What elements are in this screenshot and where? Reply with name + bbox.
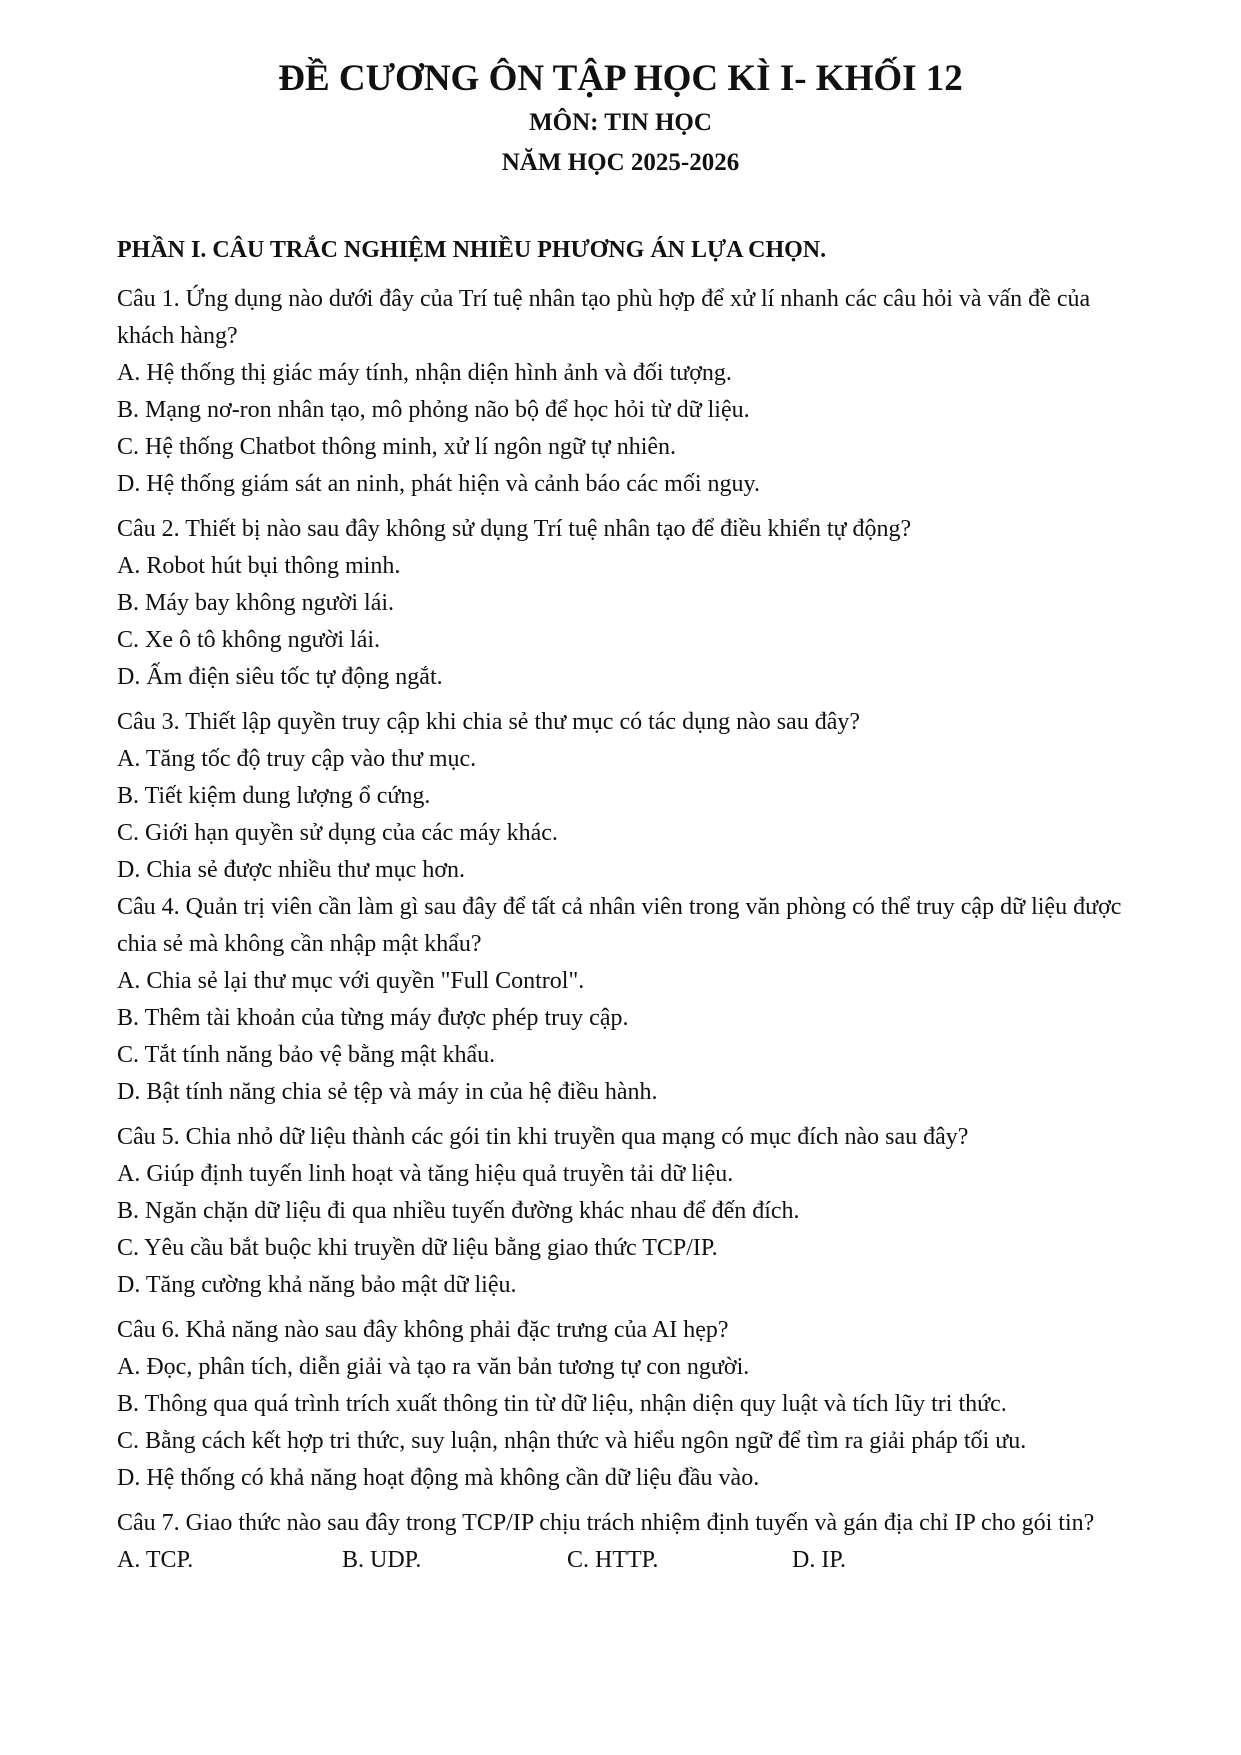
question-text: Câu 3. Thiết lập quyền truy cập khi chia sẻ thư mục có tác dụng nào sau đây? [117,709,861,735]
option-b: B. Máy bay không người lái. [117,590,395,616]
question-6 [117,1312,1147,1497]
section-title: PHẦN I. CÂU TRẮC NGHIỆM NHIỀU PHƯƠNG ÁN LỰA CHỌN. [117,237,827,263]
question-text: Câu 4. Quản trị viên cần làm gì sau đây để tất cả nhân viên trong văn phòng có thể truy cập dữ liệu được chia sẻ mà không cần nhập mật khẩu? [117,894,1122,957]
question-3 [117,704,1147,889]
option-a: A. Giúp định tuyến linh hoạt và tăng hiệu quả truyền tải dữ liệu. [117,1161,734,1187]
question-5 [117,1119,1147,1304]
option-a: A. Chia sẻ lại thư mục với quyền "Full Control". [117,968,585,994]
question-7 [117,1505,1147,1579]
option-b: B. Mạng nơ-ron nhân tạo, mô phỏng não bộ để học hỏi từ dữ liệu. [117,397,750,423]
option-b: B. Thông qua quá trình trích xuất thông tin từ dữ liệu, nhận diện quy luật và tích lũy tri thức. [117,1391,1007,1417]
document-title: ĐỀ CƯƠNG ÔN TẬP HỌC KÌ I- KHỐI 12 [278,58,963,99]
document-subject: MÔN: TIN HỌC [529,109,712,136]
question-text: Câu 1. Ứng dụng nào dưới đây của Trí tuệ nhân tạo phù hợp để xử lí nhanh các câu hỏi và vấn đề của khách hàng? [117,286,1091,349]
school-year: NĂM HỌC 2025-2026 [501,149,740,176]
option-c: C. Xe ô tô không người lái. [117,627,381,653]
option-a: A. TCP. [117,1547,194,1573]
options-row [117,1542,1147,1579]
option-b: B. Ngăn chặn dữ liệu đi qua nhiều tuyến đường khác nhau để đến đích. [117,1198,800,1224]
option-a: A. Tăng tốc độ truy cập vào thư mục. [117,746,477,772]
option-b: B. Thêm tài khoản của từng máy được phép truy cập. [117,1005,629,1031]
option-d: D. Hệ thống giám sát an ninh, phát hiện và cảnh báo các mối nguy. [117,471,760,497]
option-b: B. UDP. [342,1547,422,1573]
option-d: D. Chia sẻ được nhiều thư mục hơn. [117,857,466,883]
option-c: C. Yêu cầu bắt buộc khi truyền dữ liệu bằng giao thức TCP/IP. [117,1235,718,1261]
option-a: A. Robot hút bụi thông minh. [117,553,401,579]
option-c: C. Bằng cách kết hợp tri thức, suy luận, nhận thức và hiểu ngôn ngữ để tìm ra giải pháp tối ưu. [117,1428,1027,1454]
option-c: C. HTTP. [567,1547,659,1573]
document-body [117,233,1147,1587]
option-d: D. Tăng cường khả năng bảo mật dữ liệu. [117,1272,517,1298]
option-b: B. Tiết kiệm dung lượng ổ cứng. [117,783,431,809]
option-a: A. Đọc, phân tích, diễn giải và tạo ra văn bản tương tự con người. [117,1354,750,1380]
question-text: Câu 2. Thiết bị nào sau đây không sử dụng Trí tuệ nhân tạo để điều khiển tự động? [117,516,912,542]
option-c: C. Tắt tính năng bảo vệ bằng mật khẩu. [117,1042,496,1068]
question-text: Câu 7. Giao thức nào sau đây trong TCP/IP chịu trách nhiệm định tuyến và gán địa chỉ IP cho gói tin? [117,1510,1095,1536]
question-1 [117,281,1147,503]
option-d: D. Hệ thống có khả năng hoạt động mà không cần dữ liệu đầu vào. [117,1465,760,1491]
question-text: Câu 5. Chia nhỏ dữ liệu thành các gói tin khi truyền qua mạng có mục đích nào sau đây? [117,1124,969,1150]
option-a: A. Hệ thống thị giác máy tính, nhận diện hình ảnh và đối tượng. [117,360,732,386]
option-c: C. Hệ thống Chatbot thông minh, xử lí ngôn ngữ tự nhiên. [117,434,677,460]
question-2 [117,511,1147,696]
option-c: C. Giới hạn quyền sử dụng của các máy khác. [117,820,558,846]
option-d: D. Ấm điện siêu tốc tự động ngắt. [117,664,443,690]
option-d: D. Bật tính năng chia sẻ tệp và máy in của hệ điều hành. [117,1079,658,1105]
question-text: Câu 6. Khả năng nào sau đây không phải đặc trưng của AI hẹp? [117,1317,729,1343]
question-4 [117,889,1147,1111]
option-d: D. IP. [792,1547,847,1573]
